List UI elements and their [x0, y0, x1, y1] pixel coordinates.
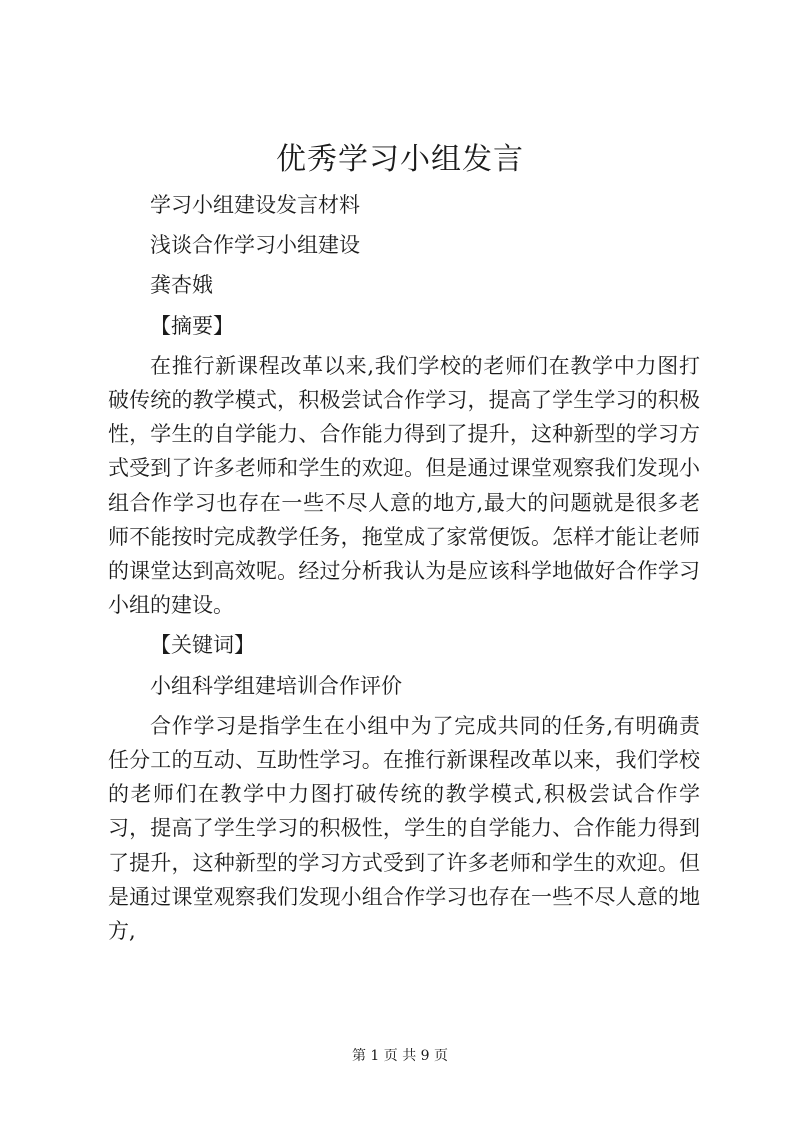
keywords-heading: 【关键词】 — [150, 633, 255, 658]
document-title: 优秀学习小组发言 — [276, 142, 524, 177]
abstract-paragraph: 在推行新课程改革以来,我们学校的老师们在教学中力图打破传统的教学模式，积极尝试合作学习，提高了学生学习的积极性，学生的自学能力、合作能力得到了提升，这种新型的学习方式受到了许多老师和学生的欢迎。但是通过课堂观察我们发现小组合作学习也存在一些不尽人意的地方,最大的问题就是很多老师不能按时完成教学任务，拖堂成了家常便饭。怎样才能让老师的课堂达到高效呢。经过分析我认为是应该科学地做好合作学习小组的建设。 — [108, 353, 700, 618]
keywords-line: 小组科学组建培训合作评价 — [150, 673, 402, 698]
body-paragraph: 合作学习是指学生在小组中为了完成共同的任务,有明确责任分工的互动、互助性学习。在推行新课程改革以来，我们学校的老师们在教学中力图打破传统的教学模式,积极尝试合作学习，提高了学生学习的积极性，学生的自学能力、合作能力得到了提升，这种新型的学习方式受到了许多老师和学生的欢迎。但是通过课堂观察我们发现小组合作学习也存在一些不尽人意的地方, — [108, 713, 700, 944]
abstract-heading: 【摘要】 — [150, 313, 234, 338]
page-footer: 第 1 页 共 9 页 — [351, 1048, 449, 1064]
author-line: 龚杏娥 — [150, 273, 213, 298]
subtitle-line: 学习小组建设发言材料 — [150, 193, 360, 217]
article-title-line: 浅谈合作学习小组建设 — [150, 233, 360, 258]
document-body — [108, 188, 700, 954]
